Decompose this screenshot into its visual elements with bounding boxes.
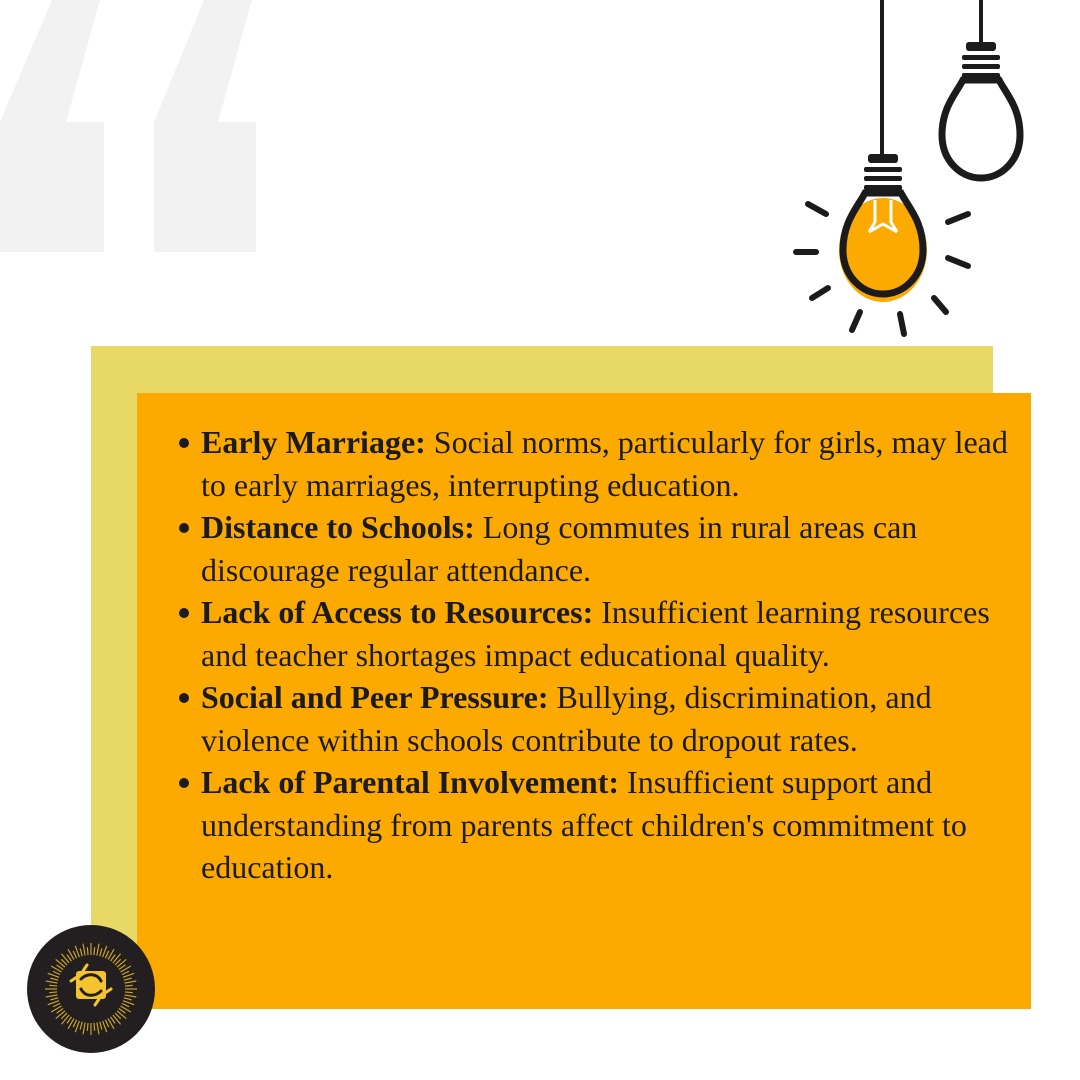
bullet-icon [179, 778, 189, 788]
factor-description: Long commutes in rural areas can discourage regular attendance. [201, 509, 918, 588]
bullet-icon [179, 438, 189, 448]
factor-item [201, 506, 1021, 591]
factor-item [201, 676, 1021, 761]
bullet-icon [179, 693, 189, 703]
bullet-icon [179, 608, 189, 618]
factor-title: Distance to Schools: [201, 509, 475, 545]
factor-item [201, 761, 1021, 889]
factor-description: Social norms, particularly for girls, may lead to early marriages, interrupting education. [201, 424, 1008, 503]
quote-mark-icon [0, 0, 270, 260]
factor-title: Early Marriage: [201, 424, 426, 460]
factor-description: Bullying, discrimination, and violence within schools contribute to dropout rates. [201, 679, 932, 758]
factor-description: Insufficient learning resources and teacher shortages impact educational quality. [201, 594, 990, 673]
light-bulbs-illustration [780, 0, 1080, 350]
factor-title: Lack of Parental Involvement: [201, 764, 620, 800]
factor-title: Lack of Access to Resources: [201, 594, 594, 630]
factor-item [201, 421, 1021, 506]
organization-logo [27, 925, 155, 1053]
factor-list [201, 421, 1021, 889]
factor-title: Social and Peer Pressure: [201, 679, 549, 715]
content-panel [137, 393, 1031, 1009]
factor-description: Insufficient support and understanding from parents affect children's commitment to education. [201, 764, 967, 885]
bullet-icon [179, 523, 189, 533]
lit-bulb-icon [796, 0, 968, 334]
unlit-bulb-icon [942, 0, 1020, 178]
factor-item [201, 591, 1021, 676]
